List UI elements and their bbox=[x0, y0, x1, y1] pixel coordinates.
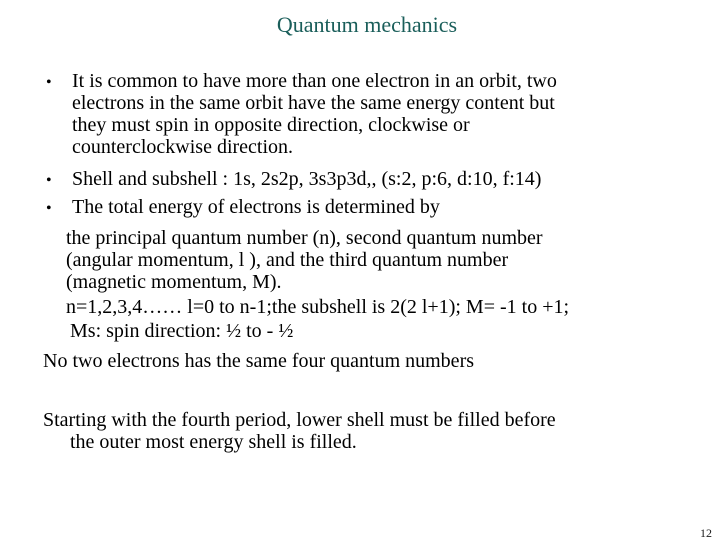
bullet-icon: • bbox=[46, 172, 52, 189]
paragraph-line-2: the outer most energy shell is filled. bbox=[70, 431, 357, 453]
bullet-1-line-4: counterclockwise direction. bbox=[72, 136, 294, 158]
statement-text: No two electrons has the same four quantum numbers bbox=[43, 350, 475, 372]
bullet-1-line-2: electrons in the same orbit have the same energy content but bbox=[72, 92, 555, 114]
bullet-3-line-1: The total energy of electrons is determined by bbox=[72, 196, 440, 218]
bullet-3-line-4: (magnetic momentum, M). bbox=[66, 271, 282, 293]
bullet-3-line-3: (angular momentum, l ), and the third quantum number bbox=[66, 249, 509, 271]
bullet-2-line-1: Shell and subshell : 1s, 2s2p, 3s3p3d,, (s:2, p:6, d:10, f:14) bbox=[72, 168, 542, 190]
bullet-3-line-6: Ms: spin direction: ½ to - ½ bbox=[70, 320, 294, 342]
slide-title: Quantum mechanics bbox=[276, 12, 458, 37]
bullet-3-line-2: the principal quantum number (n), second quantum number bbox=[66, 227, 543, 249]
bullet-icon: • bbox=[46, 74, 52, 91]
paragraph-line-1: Starting with the fourth period, lower shell must be filled before bbox=[43, 409, 556, 431]
bullet-icon: • bbox=[46, 200, 52, 217]
bullet-1-line-1: It is common to have more than one electron in an orbit, two bbox=[72, 70, 557, 92]
page-number: 12 bbox=[700, 526, 712, 540]
bullet-1-line-3: they must spin in opposite direction, clockwise or bbox=[72, 114, 470, 136]
bullet-3-line-5: n=1,2,3,4…… l=0 to n-1;the subshell is 2(2 l+1); M= -1 to +1; bbox=[66, 296, 570, 318]
